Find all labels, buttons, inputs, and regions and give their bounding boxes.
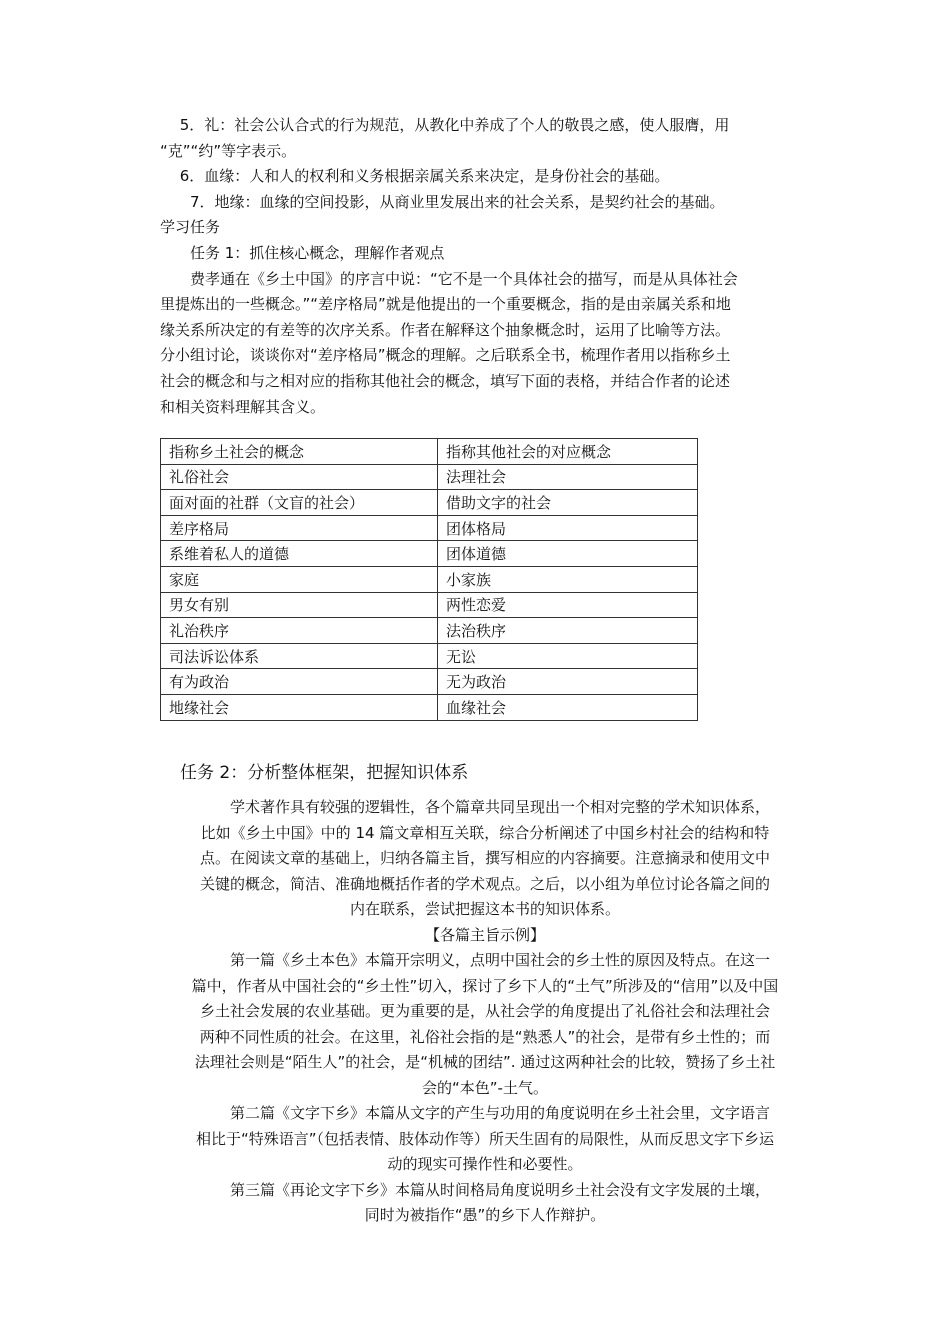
task2-paragraph-line: 比如《乡土中国》中的 14 篇文章相互关联，综合分析阐述了中国乡村社会的结构和特 xyxy=(200,823,770,842)
table-cell: 无为政治 xyxy=(438,669,698,695)
table-cell: 团体道德 xyxy=(438,541,698,567)
task2-section xyxy=(160,795,810,1229)
table-cell: 小家族 xyxy=(438,566,698,592)
chapter2-summary-line: 第二篇《文字下乡》本篇从文字的产生与功用的角度说明在乡土社会里，文字语言 xyxy=(199,1104,770,1122)
concept-5-line-2: “克”“约”等字表示。 xyxy=(160,141,297,160)
table-cell: 礼俗社会 xyxy=(161,464,438,490)
table-row xyxy=(161,541,698,567)
chapter2-summary-line: 相比于“特殊语言”（包括表情、肢体动作等）所天生固有的局限性，从而反思文字下乡运 xyxy=(195,1129,775,1148)
chapter3-summary-line: 第三篇《再论文字下乡》本篇从时间格局角度说明乡土社会没有文字发展的土壤， xyxy=(199,1180,770,1199)
table-row xyxy=(161,490,698,516)
table-row xyxy=(161,592,698,618)
chapter1-summary-line: 法理社会则是“陌生人”的社会，是“机械的团结”. 通过这两种社会的比较，赞扬了乡土社 xyxy=(194,1053,776,1071)
table-row xyxy=(161,464,698,490)
table-cell: 系维着私人的道德 xyxy=(161,541,438,567)
chapter1-summary-line: 两种不同性质的社会。在这里，礼俗社会指的是“熟悉人”的社会，是带有乡土性的；而 xyxy=(199,1027,771,1046)
table-row xyxy=(161,566,698,592)
table-cell: 团体格局 xyxy=(438,515,698,541)
table-header-cell: 指称乡土社会的概念 xyxy=(161,439,438,465)
table-row xyxy=(161,618,698,644)
task2-paragraph-line: 点。在阅读文章的基础上，归纳各篇主旨，撰写相应的内容摘要。注意摘录和使用文中 xyxy=(199,849,770,867)
task1-paragraph-line: 社会的概念和与之相对应的指称其他社会的概念，填写下面的表格，并结合作者的论述 xyxy=(160,371,731,390)
table-cell: 礼治秩序 xyxy=(161,618,438,644)
concept-7-line: 7．地缘：血缘的空间投影，从商业里发展出来的社会关系，是契约社会的基础。 xyxy=(160,192,725,211)
table-cell: 血缘社会 xyxy=(438,694,698,720)
examples-heading: 【各篇主旨示例】 xyxy=(424,925,545,944)
table-cell: 家庭 xyxy=(161,566,438,592)
table-cell: 司法诉讼体系 xyxy=(161,643,438,669)
task1-paragraph-line: 和相关资料理解其含义。 xyxy=(160,397,326,416)
concept-5-line-1: 5．礼：社会公认合式的行为规范，从教化中养成了个人的敬畏之感，使人服膺，用 xyxy=(160,116,730,134)
table-cell: 有为政治 xyxy=(161,669,438,695)
table-row xyxy=(161,669,698,695)
intro-section xyxy=(160,113,810,420)
table-cell: 法理社会 xyxy=(438,464,698,490)
concept-table xyxy=(160,438,698,721)
concept-6-line: 6．血缘：人和人的权利和义务根据亲属关系来决定，是身份社会的基础。 xyxy=(160,167,670,186)
table-cell: 两性恋爱 xyxy=(438,592,698,618)
chapter1-summary-line: 会的“本色”-土气。 xyxy=(422,1078,548,1097)
table-cell: 男女有别 xyxy=(161,592,438,618)
task2-paragraph-line: 学术著作具有较强的逻辑性，各个篇章共同呈现出一个相对完整的学术知识体系， xyxy=(199,798,770,816)
chapter3-summary-line: 同时为被指作“愚”的乡下人作辩护。 xyxy=(364,1206,606,1224)
table-cell: 差序格局 xyxy=(161,515,438,541)
table-cell: 面对面的社群（文盲的社会） xyxy=(161,490,438,516)
chapter2-summary-line: 动的现实可操作性和必要性。 xyxy=(387,1155,583,1173)
table-cell: 法治秩序 xyxy=(438,618,698,644)
table-header-row xyxy=(161,439,698,465)
chapter1-summary-line: 第一篇《乡土本色》本篇开宗明义，点明中国社会的乡土性的原因及特点。在这一 xyxy=(199,951,770,969)
task1-paragraph-line: 分小组讨论，谈谈你对“差序格局”概念的理解。之后联系全书，梳理作者用以指称乡土 xyxy=(160,346,731,365)
table-cell: 地缘社会 xyxy=(161,694,438,720)
task1-paragraph-line: 缘关系所决定的有差等的次序关系。作者在解释这个抽象概念时，运用了比喻等方法。 xyxy=(160,320,731,339)
table-cell: 借助文字的社会 xyxy=(438,490,698,516)
chapter1-summary-line: 篇中，作者从中国社会的“乡土性”切入，探讨了乡下人的“土气”所涉及的“信用”以及中国 xyxy=(191,976,779,995)
task1-heading: 任务 1：抓住核心概念，理解作者观点 xyxy=(160,243,445,262)
table-header-cell: 指称其他社会的对应概念 xyxy=(438,439,698,465)
task1-paragraph-line: 里提炼出的一些概念。”“差序格局”就是他提出的一个重要概念，指的是由亲属关系和地 xyxy=(160,295,731,314)
task2-paragraph-line: 内在联系，尝试把握这本书的知识体系。 xyxy=(349,900,620,918)
table-row xyxy=(161,643,698,669)
table-cell: 无讼 xyxy=(438,643,698,669)
task1-paragraph-line: 费孝通在《乡土中国》的序言中说：“它不是一个具体社会的描写，而是从具体社会 xyxy=(160,269,738,288)
task2-heading: 任务 2：分析整体框架，把握知识体系 xyxy=(180,763,469,783)
table-row xyxy=(161,515,698,541)
learning-tasks-heading: 学习任务 xyxy=(160,218,221,237)
table-row xyxy=(161,694,698,720)
task2-paragraph-line: 关键的概念，简洁、准确地概括作者的学术观点。之后，以小组为单位讨论各篇之间的 xyxy=(199,874,770,893)
chapter1-summary-line: 乡土社会发展的农业基础。更为重要的是，从社会学的角度提出了礼俗社会和法理社会 xyxy=(199,1002,770,1020)
